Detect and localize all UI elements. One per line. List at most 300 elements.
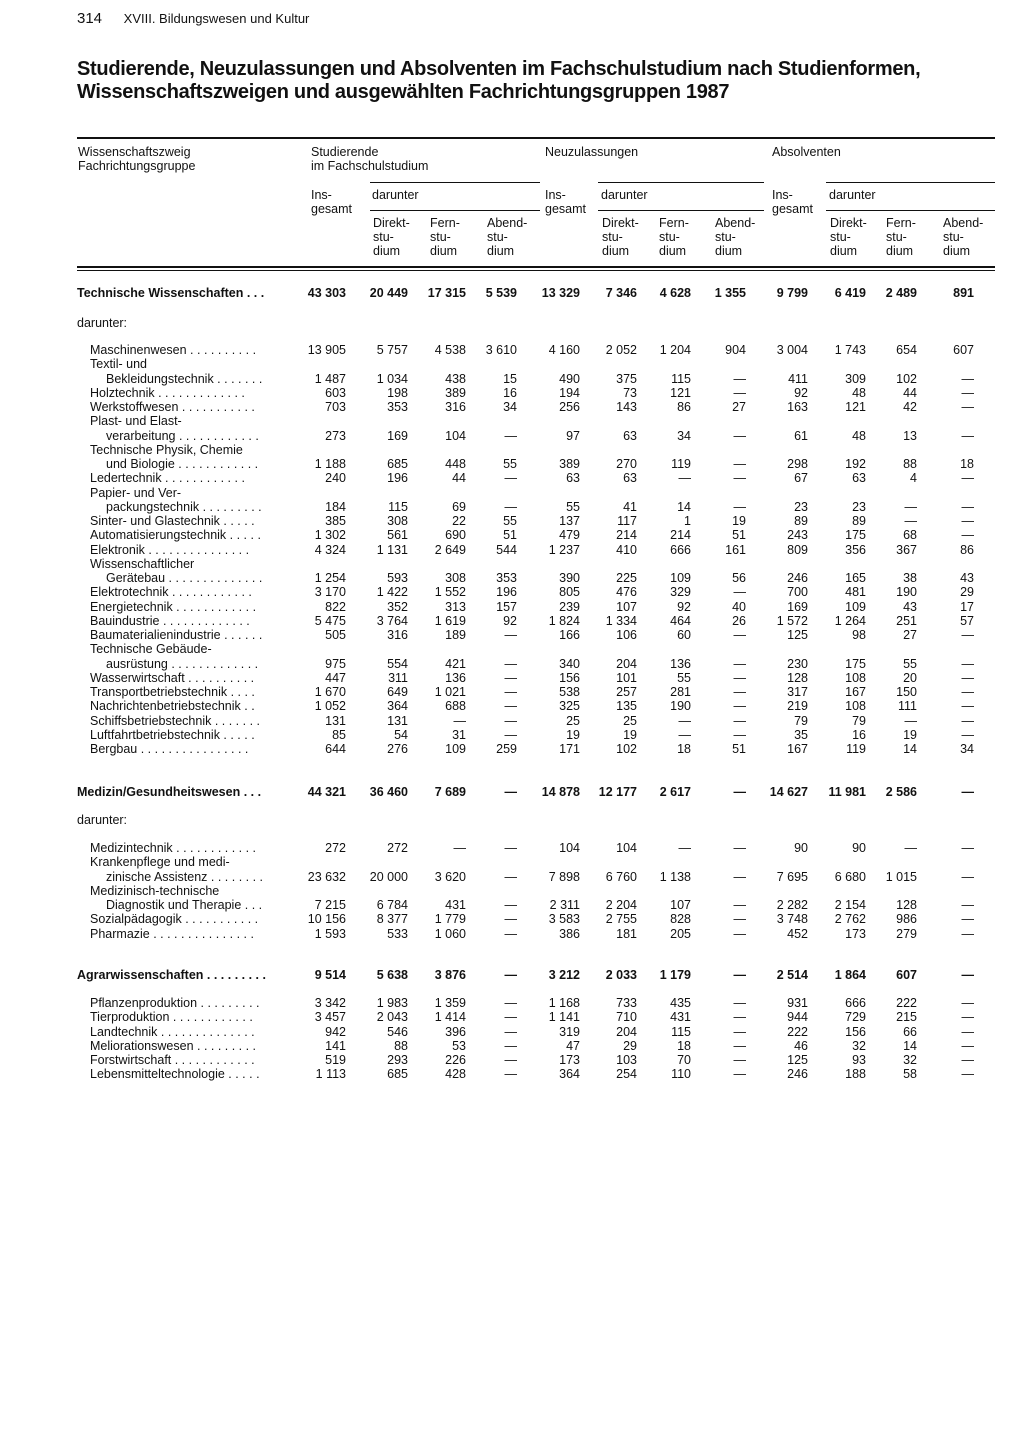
cell-stud-abend: — (504, 785, 517, 799)
cell-neu-insgesamt: 325 (559, 699, 580, 713)
row-label: Diagnostik und Therapie . . . (106, 898, 263, 912)
cell-stud-insgesamt: 141 (325, 1039, 346, 1053)
cell-neu-abend: 51 (732, 528, 746, 542)
cell-abs-direkt: 192 (845, 457, 866, 471)
cell-stud-fern: 1 359 (434, 996, 466, 1010)
cell-abs-fern: 4 (910, 471, 917, 485)
cell-stud-insgesamt: 4 324 (314, 543, 346, 557)
cell-stud-direkt: 198 (387, 386, 408, 400)
table-row (0, 714, 1024, 729)
group-studierende-1: Studierende (311, 145, 379, 159)
cell-stud-fern: 1 060 (434, 927, 466, 941)
abs-direkt-3: dium (830, 244, 858, 258)
cell-stud-insgesamt: 184 (325, 500, 346, 514)
cell-stud-insgesamt: 1 113 (315, 1067, 346, 1081)
row-label: Wasserwirtschaft . . . . . . . . . . (90, 671, 255, 685)
cell-neu-fern: 2 617 (659, 785, 691, 799)
cell-neu-insgesamt: 137 (559, 514, 580, 528)
table-row (0, 898, 1024, 913)
darunter-rule-studierende (370, 182, 540, 183)
cell-stud-abend: — (504, 657, 517, 671)
cell-neu-direkt: 204 (616, 1025, 637, 1039)
cell-abs-abend: 17 (960, 600, 974, 614)
cell-neu-insgesamt: 104 (559, 841, 580, 855)
row-label: verarbeitung . . . . . . . . . . . . (106, 429, 259, 443)
cell-neu-direkt: 25 (623, 714, 637, 728)
cell-abs-fern: 190 (896, 585, 917, 599)
cell-abs-direkt: 156 (845, 1025, 866, 1039)
row-label: Sinter- und Glastechnik . . . . . (90, 514, 255, 528)
cell-abs-insgesamt: 79 (794, 714, 808, 728)
cell-neu-fern: — (678, 728, 691, 742)
cell-stud-insgesamt: 43 303 (307, 286, 346, 300)
cell-neu-abend: — (733, 429, 746, 443)
cell-abs-insgesamt: 3 004 (776, 343, 808, 357)
cell-neu-abend: — (733, 1053, 746, 1067)
cell-abs-fern: 42 (903, 400, 917, 414)
cell-abs-direkt: 309 (845, 372, 866, 386)
cell-neu-abend: — (733, 500, 746, 514)
cell-neu-insgesamt: 55 (566, 500, 580, 514)
cell-abs-direkt: 93 (852, 1053, 866, 1067)
cell-abs-insgesamt: 169 (787, 600, 808, 614)
abs-direkt-2: stu- (830, 230, 851, 244)
cell-abs-fern: 58 (903, 1067, 917, 1081)
cell-neu-fern: 281 (670, 685, 691, 699)
cell-stud-abend: 15 (503, 372, 517, 386)
row-label: Automatisierungstechnik . . . . . (90, 528, 261, 542)
cell-stud-abend: — (504, 671, 517, 685)
stud-darunter: darunter (372, 188, 419, 202)
cell-stud-fern: 448 (445, 457, 466, 471)
cell-abs-insgesamt: 90 (794, 841, 808, 855)
cell-neu-direkt: 270 (616, 457, 637, 471)
cell-stud-direkt: 20 449 (369, 286, 408, 300)
row-label: Ledertechnik . . . . . . . . . . . . (90, 471, 245, 485)
cell-stud-abend: 16 (503, 386, 517, 400)
row-label: Medizin/Gesundheitswesen . . . (77, 785, 262, 799)
cell-stud-fern: 31 (452, 728, 466, 742)
cell-abs-fern: 251 (896, 614, 917, 628)
cell-neu-fern: 70 (677, 1053, 691, 1067)
darunter-rule-absolventen (826, 182, 995, 183)
cell-neu-direkt: 2 052 (605, 343, 637, 357)
cell-abs-fern: 111 (897, 699, 917, 713)
table-row (0, 514, 1024, 529)
cell-neu-abend: — (733, 585, 746, 599)
cell-abs-insgesamt: 89 (794, 514, 808, 528)
cell-abs-direkt: 108 (845, 699, 866, 713)
cell-neu-abend: — (733, 1010, 746, 1024)
table-row (0, 400, 1024, 415)
cell-stud-insgesamt: 1 052 (314, 699, 346, 713)
neu-direkt-1: Direkt- (602, 216, 639, 230)
cell-abs-fern: 222 (896, 996, 917, 1010)
cell-stud-insgesamt: 385 (325, 514, 346, 528)
row-label: Elektronik . . . . . . . . . . . . . . . (90, 543, 250, 557)
cell-abs-insgesamt: 317 (787, 685, 808, 699)
cell-abs-abend: — (961, 968, 974, 982)
cell-stud-fern: 1 414 (434, 1010, 466, 1024)
cell-stud-abend: 3 610 (485, 343, 517, 357)
cell-abs-abend: — (961, 699, 974, 713)
row-label: Papier- und Ver- (90, 486, 182, 500)
cell-abs-fern: 14 (903, 1039, 917, 1053)
abs-direkt-1: Direkt- (830, 216, 867, 230)
cell-neu-abend: — (733, 898, 746, 912)
cell-neu-direkt: 225 (616, 571, 637, 585)
cell-abs-fern: 66 (903, 1025, 917, 1039)
abs-abend-2: stu- (943, 230, 964, 244)
abs-darunter: darunter (829, 188, 876, 202)
cell-neu-direkt: 19 (623, 728, 637, 742)
row-label: Textil- und (90, 357, 147, 371)
cell-abs-insgesamt: 411 (788, 372, 808, 386)
cell-neu-insgesamt: 390 (559, 571, 580, 585)
table-row (0, 357, 1024, 372)
cell-neu-fern: 18 (677, 1039, 691, 1053)
cell-neu-direkt: 181 (616, 927, 637, 941)
cell-abs-direkt: 48 (852, 429, 866, 443)
cell-neu-direkt: 135 (616, 699, 637, 713)
cell-abs-direkt: 175 (845, 528, 866, 542)
stud-fern-3: dium (430, 244, 458, 258)
cell-neu-direkt: 117 (617, 514, 637, 528)
cell-stud-insgesamt: 44 321 (307, 785, 346, 799)
cell-abs-fern: 986 (896, 912, 917, 926)
cell-neu-direkt: 6 760 (605, 870, 637, 884)
cell-stud-insgesamt: 519 (325, 1053, 346, 1067)
table-row (0, 500, 1024, 515)
cell-abs-direkt: 79 (852, 714, 866, 728)
cell-stud-abend: 55 (503, 457, 517, 471)
cell-abs-abend: — (961, 785, 974, 799)
cell-neu-fern: 55 (677, 671, 691, 685)
cell-abs-abend: — (961, 912, 974, 926)
cell-stud-insgesamt: 1 254 (314, 571, 346, 585)
stub-header-2: Fachrichtungsgruppe (78, 159, 196, 173)
cell-abs-insgesamt: 61 (794, 429, 808, 443)
cell-neu-insgesamt: 340 (559, 657, 580, 671)
cell-neu-abend: 26 (732, 614, 746, 628)
cell-abs-insgesamt: 163 (787, 400, 808, 414)
row-label: Baumaterialienindustrie . . . . . . (90, 628, 263, 642)
cell-stud-direkt: 115 (388, 500, 408, 514)
cell-neu-insgesamt: 805 (559, 585, 580, 599)
cell-abs-direkt: 175 (845, 657, 866, 671)
cell-neu-abend: — (733, 671, 746, 685)
cell-stud-direkt: 1 034 (376, 372, 408, 386)
cell-neu-abend: — (733, 471, 746, 485)
cell-stud-insgesamt: 9 514 (314, 968, 346, 982)
row-label: Maschinenwesen . . . . . . . . . . (90, 343, 257, 357)
cell-stud-abend: — (504, 1053, 517, 1067)
cell-neu-direkt: 29 (623, 1039, 637, 1053)
table-row (0, 628, 1024, 643)
table-row (0, 457, 1024, 472)
cell-abs-abend: 29 (960, 585, 974, 599)
group-neuzulassungen: Neuzulassungen (545, 145, 639, 159)
cell-stud-insgesamt: 272 (325, 841, 346, 855)
cell-abs-direkt: 2 762 (834, 912, 866, 926)
table-row (0, 912, 1024, 927)
cell-abs-abend: 18 (960, 457, 974, 471)
cell-abs-fern: 128 (896, 898, 917, 912)
cell-abs-fern: 2 586 (885, 785, 917, 799)
cell-abs-insgesamt: 167 (787, 742, 808, 756)
cell-neu-fern: 1 179 (659, 968, 691, 982)
row-label: Werkstoffwesen . . . . . . . . . . . (90, 400, 255, 414)
table-row (0, 855, 1024, 870)
table-row (0, 742, 1024, 757)
cell-neu-fern: 109 (670, 571, 691, 585)
table-row (0, 642, 1024, 657)
cell-stud-fern: 316 (445, 400, 466, 414)
cell-stud-abend: — (504, 996, 517, 1010)
cell-abs-insgesamt: 125 (787, 628, 808, 642)
cell-neu-fern: 431 (670, 1010, 691, 1024)
abs-ins-1: Ins- (772, 188, 793, 202)
row-label: Wissenschaftlicher (90, 557, 195, 571)
cell-abs-insgesamt: 46 (794, 1039, 808, 1053)
row-label: Transportbetriebstechnik . . . . (90, 685, 255, 699)
cell-neu-insgesamt: 194 (559, 386, 580, 400)
cell-neu-insgesamt: 97 (566, 429, 580, 443)
cell-neu-fern: 1 (684, 514, 691, 528)
cell-neu-fern: 190 (670, 699, 691, 713)
cell-abs-insgesamt: 931 (787, 996, 808, 1010)
table-row (0, 543, 1024, 558)
cell-neu-fern: 435 (670, 996, 691, 1010)
cell-abs-fern: 14 (903, 742, 917, 756)
table-row (0, 1067, 1024, 1082)
table-row (0, 728, 1024, 743)
cell-stud-fern: 109 (445, 742, 466, 756)
cell-neu-abend: — (733, 728, 746, 742)
row-label: und Biologie . . . . . . . . . . . . (106, 457, 259, 471)
cell-abs-direkt: 1 743 (834, 343, 866, 357)
neu-fern-2: stu- (659, 230, 680, 244)
cell-neu-insgesamt: 1 237 (548, 543, 580, 557)
cell-stud-direkt: 196 (387, 471, 408, 485)
neu-darunter: darunter (601, 188, 648, 202)
cell-stud-abend: 196 (496, 585, 517, 599)
cell-stud-direkt: 352 (387, 600, 408, 614)
cell-abs-direkt: 188 (845, 1067, 866, 1081)
neu-ins-2: gesamt (545, 202, 586, 216)
section-title: XVIII. Bildungswesen und Kultur (123, 11, 310, 26)
cell-stud-direkt: 276 (387, 742, 408, 756)
cell-stud-fern: 428 (445, 1067, 466, 1081)
cell-stud-direkt: 272 (387, 841, 408, 855)
cell-neu-insgesamt: 1 141 (548, 1010, 580, 1024)
cell-abs-insgesamt: 35 (794, 728, 808, 742)
cell-stud-insgesamt: 942 (325, 1025, 346, 1039)
cell-abs-direkt: 119 (846, 742, 866, 756)
cell-abs-fern: 20 (903, 671, 917, 685)
row-label: Schiffsbetriebstechnik . . . . . . . (90, 714, 260, 728)
cell-abs-insgesamt: 219 (787, 699, 808, 713)
cell-neu-insgesamt: 386 (559, 927, 580, 941)
table-row (0, 429, 1024, 444)
cell-neu-abend: — (733, 628, 746, 642)
cell-abs-abend: — (961, 898, 974, 912)
cell-abs-abend: — (961, 500, 974, 514)
cell-neu-fern: — (678, 841, 691, 855)
cell-neu-abend: — (733, 699, 746, 713)
cell-stud-direkt: 561 (387, 528, 408, 542)
cell-neu-abend: — (733, 912, 746, 926)
cell-abs-abend: — (961, 671, 974, 685)
cell-stud-insgesamt: 273 (325, 429, 346, 443)
stud-direkt-2: stu- (373, 230, 394, 244)
row-label: Medizinisch-technische (90, 884, 220, 898)
cell-neu-insgesamt: 19 (566, 728, 580, 742)
table-row (0, 386, 1024, 401)
cell-stud-direkt: 131 (387, 714, 408, 728)
stud-direkt-1: Direkt- (373, 216, 410, 230)
cell-abs-abend: — (961, 514, 974, 528)
cell-stud-fern: 313 (445, 600, 466, 614)
cell-neu-abend: 161 (725, 543, 746, 557)
cell-neu-abend: — (733, 372, 746, 386)
cell-abs-abend: 86 (960, 543, 974, 557)
row-label: Luftfahrtbetriebstechnik . . . . . (90, 728, 255, 742)
row-label: Landtechnik . . . . . . . . . . . . . . (90, 1025, 255, 1039)
cell-neu-abend: — (733, 785, 746, 799)
cell-stud-direkt: 685 (387, 1067, 408, 1081)
cell-abs-abend: — (961, 927, 974, 941)
stud-abend-3: dium (487, 244, 515, 258)
row-label: Bauindustrie . . . . . . . . . . . . . (90, 614, 250, 628)
cell-stud-insgesamt: 7 215 (314, 898, 346, 912)
cell-neu-fern: 60 (677, 628, 691, 642)
cell-neu-direkt: 254 (616, 1067, 637, 1081)
cell-abs-direkt: 98 (852, 628, 866, 642)
cell-abs-fern: 607 (896, 968, 917, 982)
group-studierende-2: im Fachschulstudium (311, 159, 429, 173)
cell-stud-insgesamt: 3 342 (314, 996, 346, 1010)
cell-neu-abend: 27 (732, 400, 746, 414)
cell-abs-abend: — (961, 1010, 974, 1024)
cell-stud-fern: 1 552 (434, 585, 466, 599)
cell-neu-direkt: 410 (616, 543, 637, 557)
table-row (0, 1039, 1024, 1054)
abs-abend-3: dium (943, 244, 971, 258)
cell-neu-insgesamt: 156 (559, 671, 580, 685)
cell-stud-fern: — (453, 841, 466, 855)
cell-neu-abend: — (733, 1039, 746, 1053)
row-label: Lebensmitteltechnologie . . . . . (90, 1067, 260, 1081)
table-row (0, 343, 1024, 358)
cell-stud-direkt: 353 (387, 400, 408, 414)
cell-neu-fern: 121 (670, 386, 691, 400)
cell-abs-direkt: 108 (845, 671, 866, 685)
cell-neu-insgesamt: 25 (566, 714, 580, 728)
cell-stud-insgesamt: 3 457 (314, 1010, 346, 1024)
cell-abs-fern: 1 015 (885, 870, 917, 884)
cell-stud-abend: — (504, 500, 517, 514)
cell-neu-direkt: 63 (623, 429, 637, 443)
cell-abs-abend: — (961, 386, 974, 400)
cell-stud-abend: 51 (503, 528, 517, 542)
cell-abs-insgesamt: 2 514 (776, 968, 808, 982)
cell-stud-fern: 308 (445, 571, 466, 585)
cell-stud-abend: — (504, 699, 517, 713)
cell-abs-direkt: 48 (852, 386, 866, 400)
cell-neu-insgesamt: 7 898 (548, 870, 580, 884)
cell-stud-direkt: 293 (387, 1053, 408, 1067)
table-note-row (0, 316, 1024, 331)
cell-stud-abend: — (504, 685, 517, 699)
cell-stud-fern: 17 315 (427, 286, 466, 300)
cell-stud-fern: 431 (445, 898, 466, 912)
table-group-row (0, 286, 1024, 301)
cell-abs-direkt: 89 (852, 514, 866, 528)
cell-stud-direkt: 5 638 (376, 968, 408, 982)
row-label: Agrarwissenschaften . . . . . . . . . (77, 968, 266, 982)
table-title-line-1: Studierende, Neuzulassungen und Absolventen im Fachschulstudium nach Studienformen, (77, 58, 921, 80)
cell-neu-abend: — (733, 927, 746, 941)
cell-stud-insgesamt: 240 (325, 471, 346, 485)
cell-stud-insgesamt: 822 (325, 600, 346, 614)
stud-ins-1: Ins- (311, 188, 332, 202)
cell-stud-direkt: 554 (387, 657, 408, 671)
cell-stud-fern: 396 (445, 1025, 466, 1039)
cell-abs-insgesamt: 222 (787, 1025, 808, 1039)
cell-neu-fern: — (678, 471, 691, 485)
cell-stud-abend: 353 (496, 571, 517, 585)
table-row (0, 996, 1024, 1011)
row-label: Meliorationswesen . . . . . . . . . (90, 1039, 257, 1053)
cell-neu-insgesamt: 3 212 (548, 968, 580, 982)
cell-abs-insgesamt: 14 627 (769, 785, 808, 799)
cell-abs-abend: — (961, 728, 974, 742)
cell-stud-direkt: 311 (388, 671, 408, 685)
cell-abs-fern: 32 (903, 1053, 917, 1067)
cell-neu-insgesamt: 47 (566, 1039, 580, 1053)
cell-abs-abend: — (961, 1025, 974, 1039)
cell-neu-direkt: 733 (616, 996, 637, 1010)
stud-fern-1: Fern- (430, 216, 460, 230)
cell-neu-fern: 107 (670, 898, 691, 912)
cell-abs-direkt: 23 (852, 500, 866, 514)
cell-stud-direkt: 8 377 (376, 912, 408, 926)
cell-abs-insgesamt: 452 (787, 927, 808, 941)
cell-abs-abend: — (961, 1039, 974, 1053)
cell-abs-insgesamt: 3 748 (776, 912, 808, 926)
row-label: Tierproduktion . . . . . . . . . . . . (90, 1010, 253, 1024)
cell-stud-abend: — (504, 429, 517, 443)
row-label: Technische Physik, Chemie (90, 443, 243, 457)
cell-stud-direkt: 685 (387, 457, 408, 471)
cell-neu-direkt: 375 (616, 372, 637, 386)
cell-stud-insgesamt: 85 (332, 728, 346, 742)
cell-neu-direkt: 104 (616, 841, 637, 855)
cell-stud-abend: 157 (496, 600, 517, 614)
cell-stud-abend: — (504, 628, 517, 642)
table-row (0, 699, 1024, 714)
cell-abs-direkt: 666 (845, 996, 866, 1010)
cell-stud-insgesamt: 23 632 (307, 870, 346, 884)
cell-abs-fern: — (904, 714, 917, 728)
cell-abs-abend: — (961, 870, 974, 884)
header-bottom-rule-2 (77, 270, 995, 271)
cell-abs-fern: 150 (896, 685, 917, 699)
cell-neu-direkt: 7 346 (605, 286, 637, 300)
cell-abs-abend: — (961, 400, 974, 414)
cell-neu-abend: 56 (732, 571, 746, 585)
